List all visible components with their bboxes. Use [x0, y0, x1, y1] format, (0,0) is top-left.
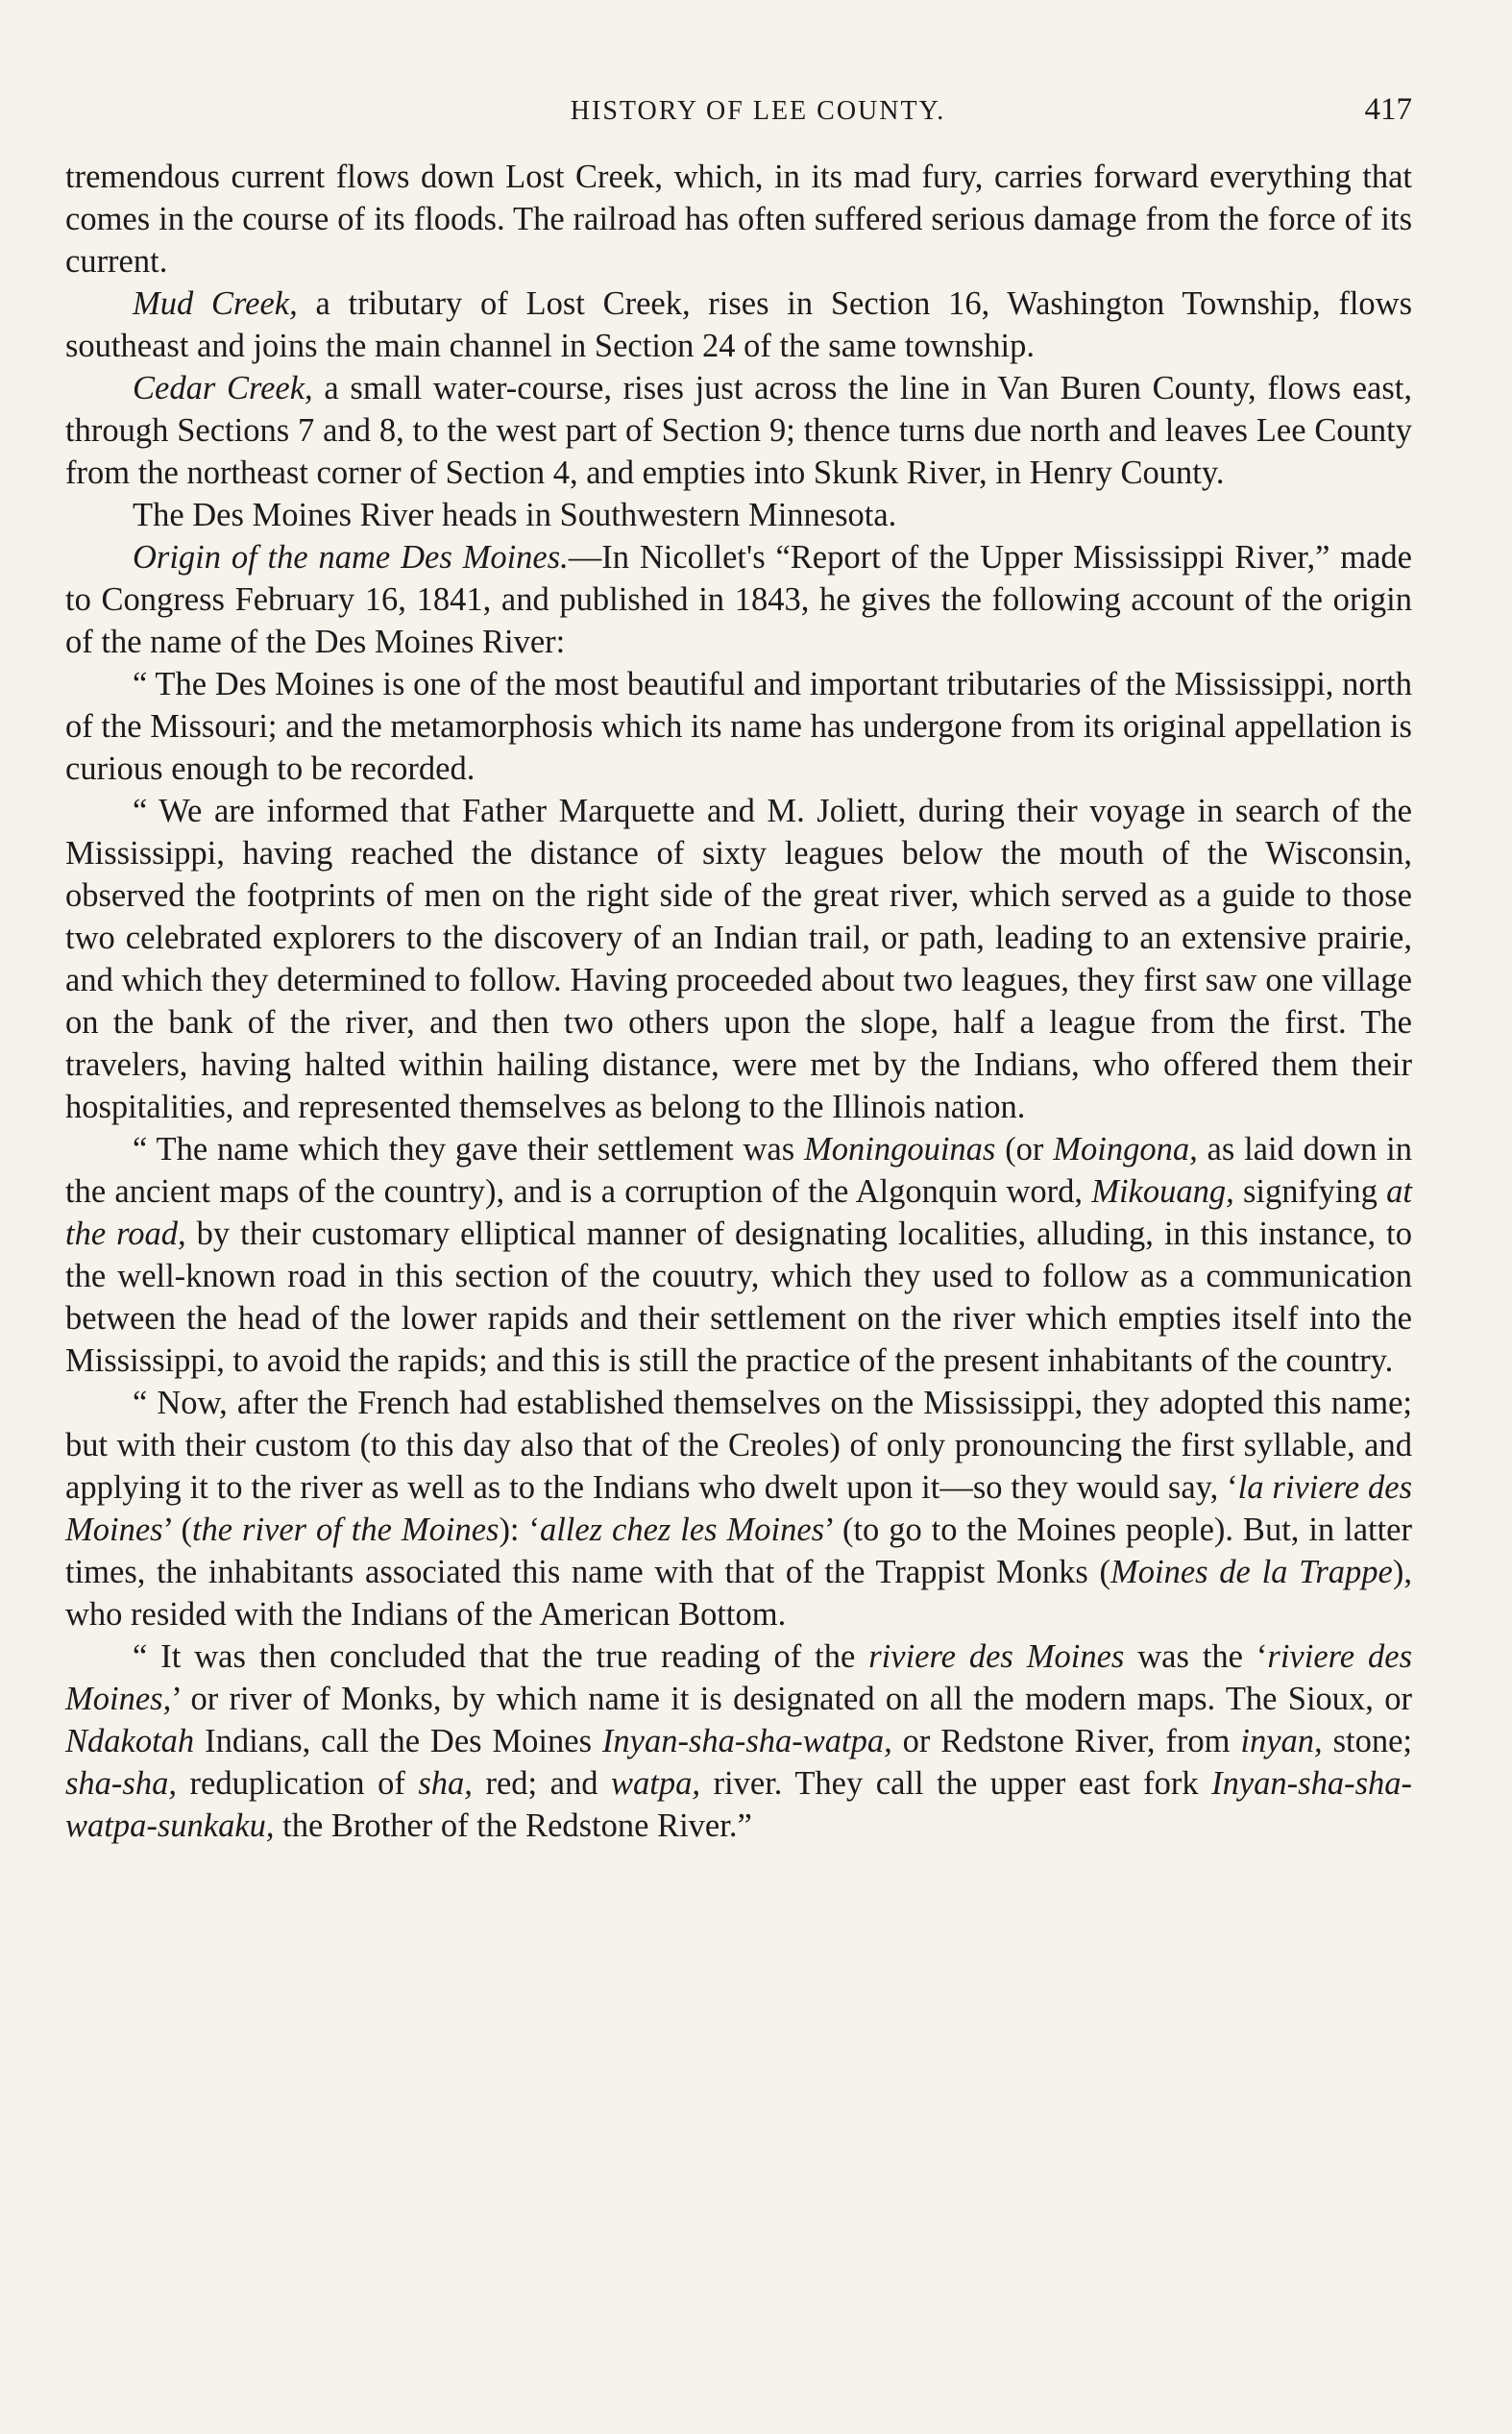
italic-text: Moines de la Trappe [1110, 1554, 1393, 1590]
text-run: signifying [1233, 1173, 1387, 1210]
italic-text: Mud Creek, [133, 285, 298, 322]
italic-text: at the road, [65, 1173, 1412, 1252]
italic-text: sha, [418, 1765, 473, 1802]
text-run: as laid down in the ancient maps of the country), and is a corruption of the Algonquin word, [65, 1131, 1412, 1210]
text-run: “ We are informed that Father Marquette and M. Joliett, during their voyage in search of the Mississippi, having reached the distance of sixty leagues below the mouth of the Wisconsin, observed the footprints of men on the right side of the great river, which served as a guide to those two celebrated explorers to the discovery of an Indian trail, or path, leading to an extensive prairie, and which they determined to follow. Having proceeded about two leagues, they first saw one village on the bank of the river, and then two others upon the slope, half a league from the first. The travelers, having halted within hailing distance, were met by the Indians, who offered them their hospitalities, and represented themselves as belong to the Illinois nation. [65, 793, 1412, 1125]
page-number: 417 [1364, 92, 1412, 127]
text-run: ’ or river of Monks, by which name it is designated on all the modern maps. The Sioux, or [171, 1681, 1412, 1717]
text-run: tremendous current flows down Lost Creek, which, in its mad fury, carries forward everything that comes in the course of its floods. The railroad has often suffered serious damage from the force of its current. [65, 159, 1412, 280]
text-run: —In Nicollet's “Report of the Upper Mississippi River,” made to Congress February 16, 1841, and published in 1843, he gives the following account of the origin of the name of the Des Moines River: [65, 539, 1412, 660]
text-run: red; and [472, 1765, 612, 1802]
text-run: ), who resided with the Indians of the American Bottom. [65, 1554, 1412, 1633]
italic-text: Cedar Creek, [133, 370, 313, 406]
body-text [65, 156, 1412, 1847]
text-run: The Des Moines River heads in Southwestern Minnesota. [133, 497, 897, 533]
text-run: ): ‘ [499, 1512, 540, 1548]
italic-text: riviere des Moines, [65, 1638, 1413, 1717]
text-run: ’ ( [162, 1512, 192, 1548]
paragraph [65, 156, 1412, 283]
text-run: by their customary elliptical manner of designating localities, alluding, in this instance, to the well-known road in this section of the couutry, which they used to follow as a communication between the head of the lower rapids and their settlement on the river which empties itself into the Mississippi, to avoid the rapids; and this is still the practice of the present inhabitants of the country. [65, 1216, 1412, 1379]
text-run: a tributary of Lost Creek, rises in Section 16, Washington Township, flows southeast and joins the main channel in Section 24 of the same township. [65, 285, 1412, 364]
italic-text: riviere des Moines [868, 1638, 1125, 1675]
text-run: ’ (to go to the Moines people). But, in latter times, the inhabitants associated this name with that of the Trappist Monks ( [65, 1512, 1412, 1590]
italic-text: the river of the Moines [191, 1512, 500, 1548]
italic-text: sha-sha, [65, 1765, 177, 1802]
text-run: the Brother of the Redstone River.” [274, 1807, 752, 1844]
paragraph [65, 536, 1412, 663]
paragraph [65, 790, 1412, 1128]
text-run: “ The name which they gave their settlement was [133, 1131, 805, 1168]
paragraph [65, 663, 1412, 790]
italic-text: watpa, [611, 1765, 701, 1802]
text-run: a small water-course, rises just across the line in Van Buren County, flows east, through Sections 7 and 8, to the west part of Section 9; thence turns due north and leaves Lee County from the northeast corner of Section 4, and empties into Skunk River, in Henry County. [65, 370, 1412, 491]
text-run: or Redstone River, from [891, 1723, 1241, 1759]
text-run: “ It was then concluded that the true reading of the [133, 1638, 869, 1675]
italic-text: allez chez les Moines [539, 1512, 825, 1548]
text-run: “ Now, after the French had established themselves on the Mississippi, they adopted this name; but with their custom (to this day also that of the Creoles) of only pronouncing the first syllable, and applying it to the river as well as to the Indians who dwelt upon it—so they would say, ‘ [65, 1385, 1412, 1506]
running-title: HISTORY OF LEE COUNTY. [570, 96, 946, 126]
running-head [65, 85, 1412, 142]
paragraph [65, 1382, 1412, 1635]
italic-text: Inyan-sha-sha-watpa, [601, 1723, 892, 1759]
italic-text: Ndakotah [65, 1723, 195, 1759]
text-run: reduplication of [176, 1765, 419, 1802]
italic-text: Moingona, [1053, 1131, 1198, 1168]
paragraph [65, 283, 1412, 367]
italic-text: la riviere des Moines [65, 1469, 1412, 1548]
paragraph [65, 1128, 1412, 1382]
italic-text: Mikouang, [1091, 1173, 1234, 1210]
italic-text: Moningouinas [804, 1131, 996, 1168]
text-run: was the ‘ [1124, 1638, 1268, 1675]
italic-text: inyan, [1240, 1723, 1323, 1759]
paragraph [65, 367, 1412, 494]
text-run: Indians, call the Des Moines [194, 1723, 602, 1759]
text-run: (or [995, 1131, 1054, 1168]
paragraph [65, 1635, 1412, 1847]
text-run: “ The Des Moines is one of the most beautiful and important tributaries of the Mississippi, north of the Missouri; and the metamorphosis which its name has undergone from its original appellation is curious enough to be recorded. [65, 666, 1412, 787]
text-run: river. They call the upper east fork [700, 1765, 1212, 1802]
paragraph [65, 494, 1412, 536]
italic-text: Inyan-sha-sha-watpa-sunkaku, [65, 1765, 1412, 1844]
italic-text: Origin of the name Des Moines. [133, 539, 569, 576]
text-run: stone; [1322, 1723, 1412, 1759]
